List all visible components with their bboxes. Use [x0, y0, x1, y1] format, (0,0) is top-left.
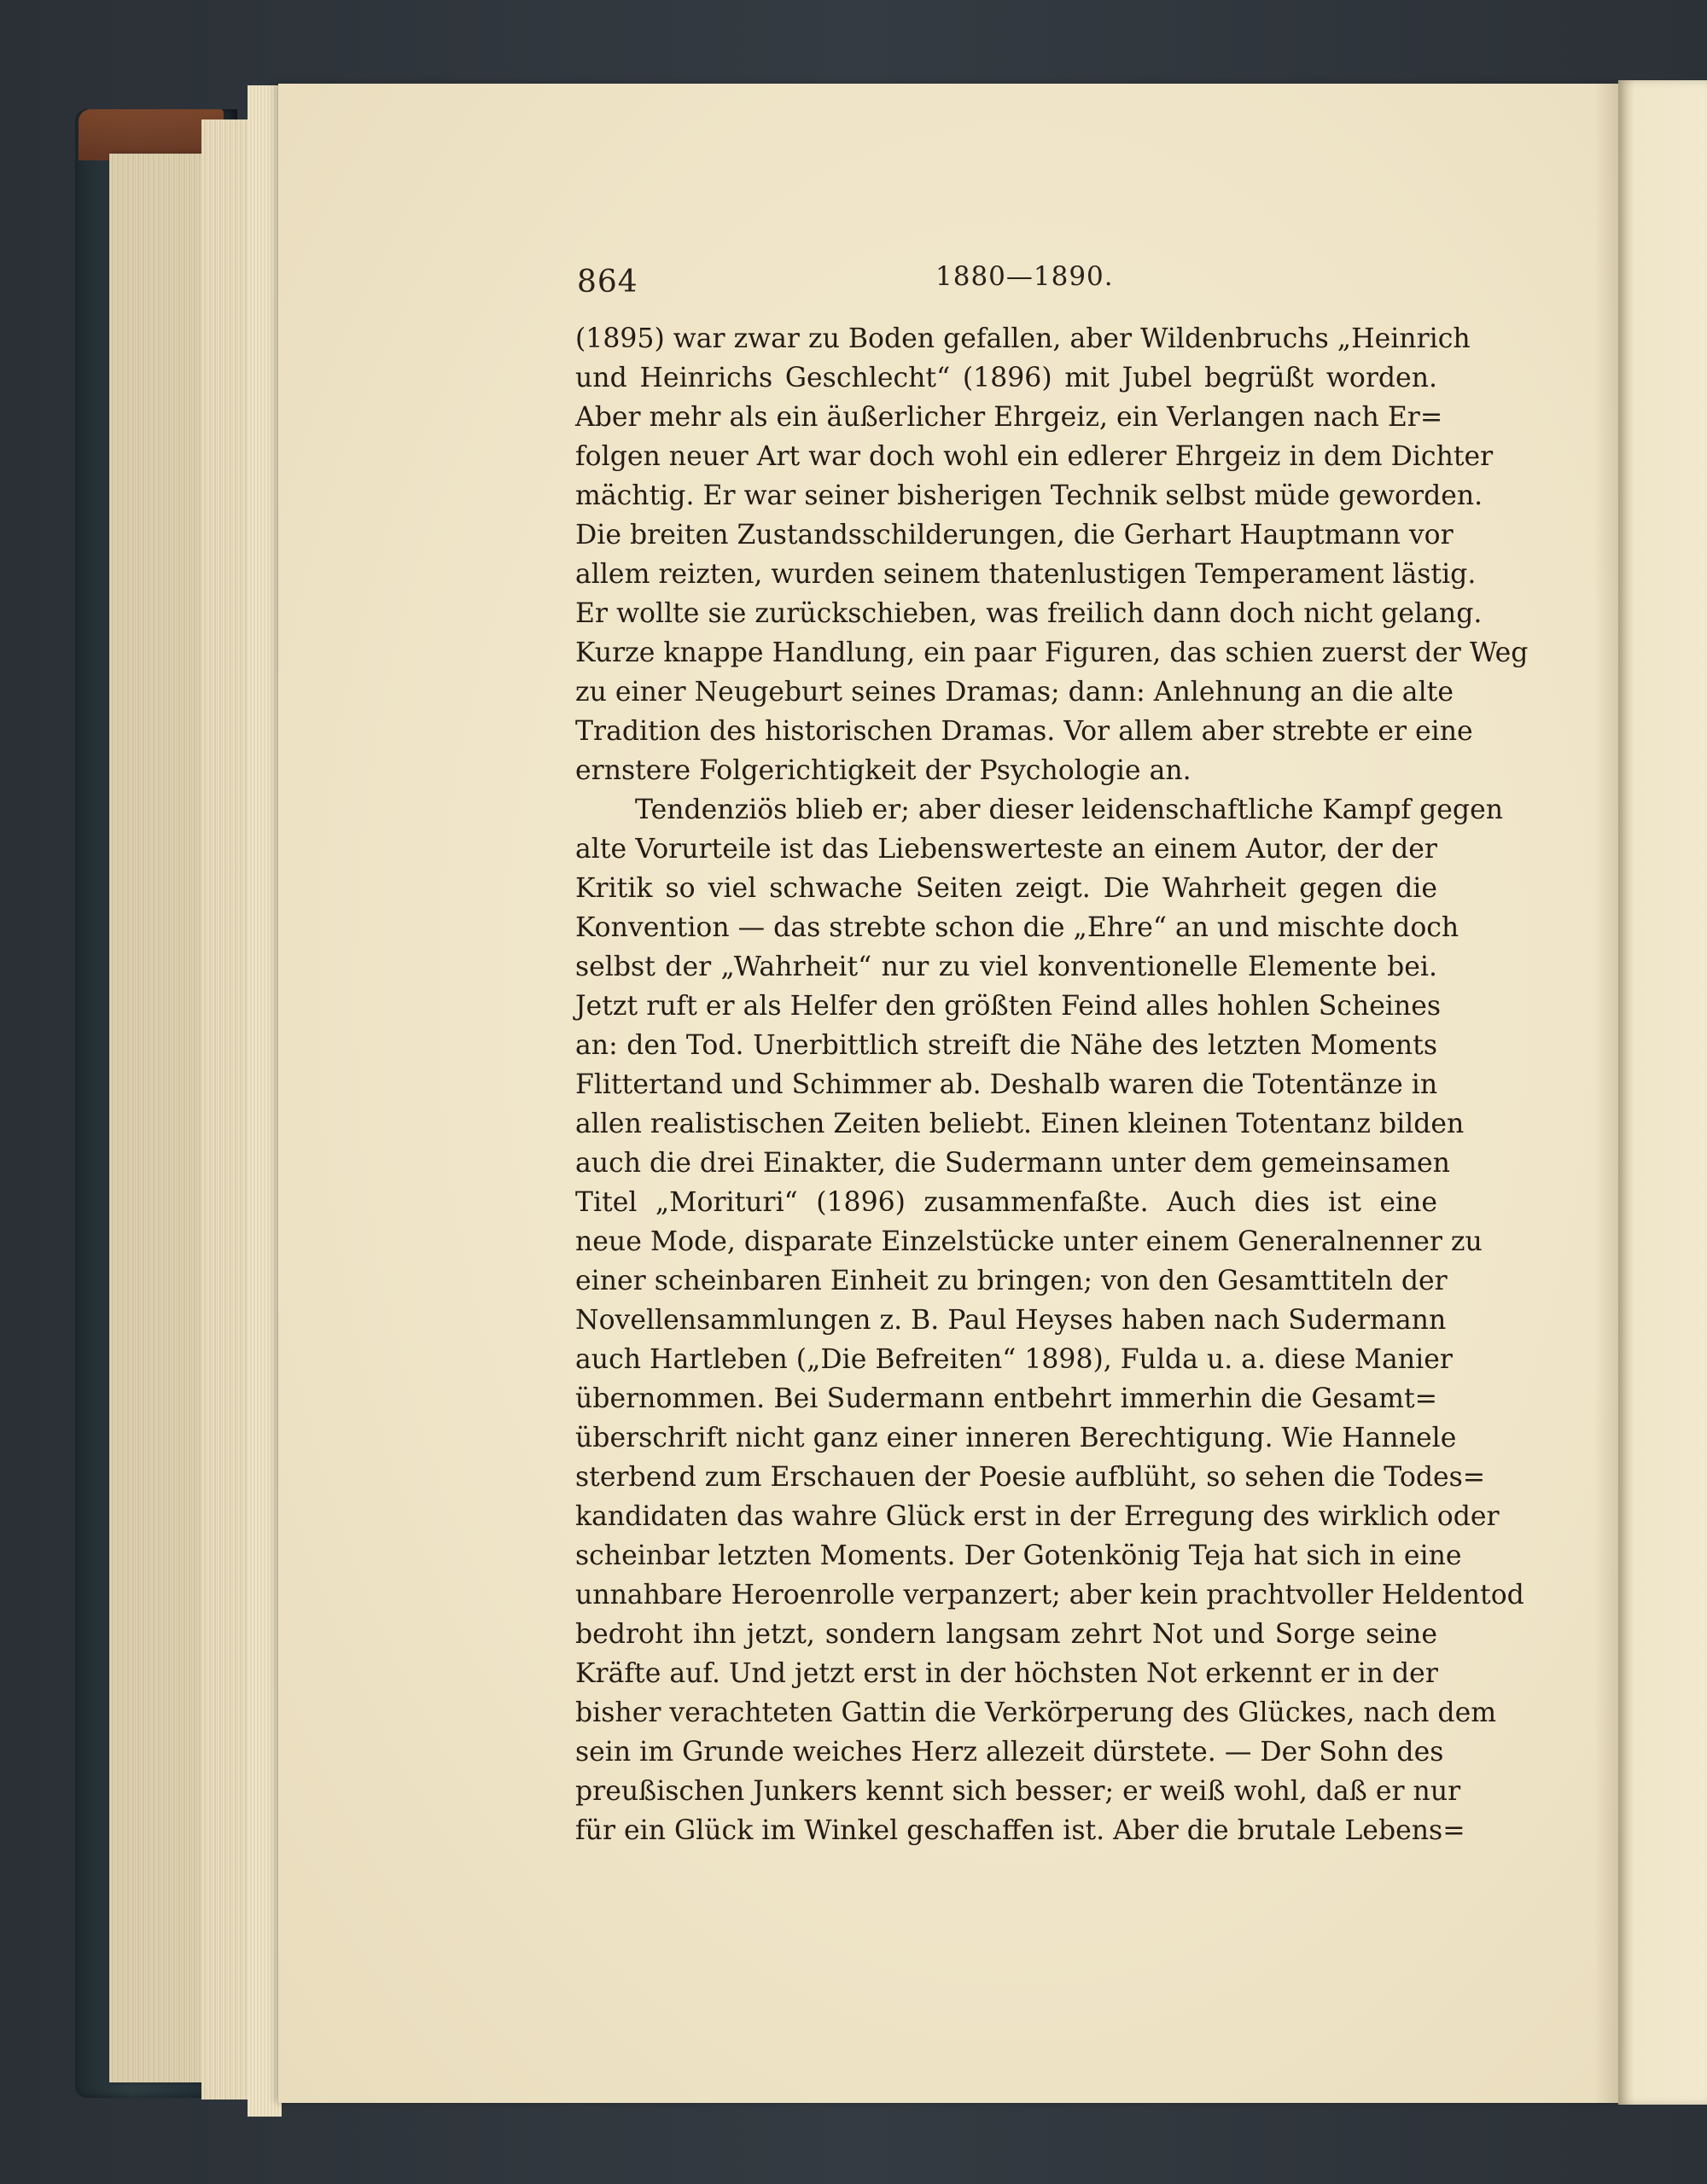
text-line: Jetzt ruft er als Helfer den größten Feind alles hohlen Scheines — [575, 991, 1442, 1022]
text-line: überschrift nicht ganz einer inneren Berechtigung. Wie Hannele — [575, 1423, 1457, 1453]
text-line: Konvention — das strebte schon die „Ehre“ an und mischte doch — [575, 912, 1459, 943]
text-line: mächtig. Er war seiner bisherigen Technik selbst müde geworden. — [575, 480, 1483, 511]
text-line: zu einer Neugeburt seines Dramas; dann: Anlehnung an die alte — [575, 677, 1454, 708]
page-number: 864 — [577, 265, 638, 300]
text-line: sterbend zum Erschauen der Poesie aufblüht, so sehen die Todes= — [575, 1462, 1486, 1493]
page-edges-left — [109, 154, 212, 2082]
text-line: Kritik so viel schwache Seiten zeigt. Die Wahrheit gegen die — [575, 873, 1437, 904]
text-line: an: den Tod. Unerbittlich streift die Nähe des letzten Moments — [575, 1030, 1437, 1061]
text-line: alte Vorurteile ist das Liebenswerteste an einem Autor, der der — [575, 834, 1437, 865]
text-line: bisher verachteten Gattin die Verkörperung des Glückes, nach dem — [575, 1698, 1497, 1728]
paragraph — [575, 319, 1529, 790]
text-line: auch die drei Einakter, die Sudermann unter dem gemeinsamen — [575, 1148, 1450, 1179]
text-line: einer scheinbaren Einheit zu bringen; von den Gesamttiteln der — [575, 1266, 1448, 1296]
text-line: ernstere Folgerichtigkeit der Psychologie an. — [575, 755, 1191, 786]
text-line: Die breiten Zustandsschilderungen, die Gerhart Hauptmann vor — [575, 520, 1454, 550]
text-line: Novellensammlungen z. B. Paul Heyses haben nach Sudermann — [575, 1305, 1447, 1336]
text-line: scheinbar letzten Moments. Der Gotenkönig Teja hat sich in eine — [575, 1540, 1462, 1571]
text-line: Kräfte auf. Und jetzt erst in der höchsten Not erkennt er in der — [575, 1658, 1438, 1689]
text-line: preußischen Junkers kennt sich besser; er weiß wohl, daß er nur — [575, 1776, 1461, 1807]
page-header — [577, 253, 1443, 304]
text-line: Aber mehr als ein äußerlicher Ehrgeiz, ein Verlangen nach Er= — [575, 402, 1443, 433]
text-line: neue Mode, disparate Einzelstücke unter einem Generalnenner zu — [575, 1226, 1483, 1257]
text-line: Tendenziös blieb er; aber dieser leidenschaftliche Kampf gegen — [635, 795, 1503, 825]
paragraph — [575, 790, 1524, 1850]
text-line: Kurze knappe Handlung, ein paar Figuren, das schien zuerst der Weg — [575, 638, 1529, 668]
text-line: Flittertand und Schimmer ab. Deshalb waren die Totentänze in — [575, 1069, 1438, 1100]
facing-page-edge — [1618, 80, 1707, 2105]
text-line: (1895) war zwar zu Boden gefallen, aber Wildenbruchs „Heinrich — [575, 323, 1471, 354]
gutter-shadow — [1594, 84, 1620, 2103]
text-line: Titel „Morituri“ (1896) zusammenfaßte. Auch dies ist eine — [575, 1187, 1437, 1218]
text-line: auch Hartleben („Die Befreiten“ 1898), Fulda u. a. diese Manier — [575, 1344, 1453, 1375]
text-line: Tradition des historischen Dramas. Vor allem aber strebte er eine — [575, 716, 1473, 747]
page-body-text — [575, 319, 1529, 1850]
text-line: allem reizten, wurden seinem thatenlustigen Temperament lästig. — [575, 559, 1477, 590]
text-line: für ein Glück im Winkel geschaffen ist. Aber die brutale Lebens= — [575, 1815, 1465, 1846]
text-line: allen realistischen Zeiten beliebt. Einen kleinen Totentanz bilden — [575, 1109, 1465, 1139]
text-line: und Heinrichs Geschlecht“ (1896) mit Jubel begrüßt worden. — [575, 363, 1437, 393]
text-line: unnahbare Heroenrolle verpanzert; aber kein prachtvoller Heldentod — [575, 1580, 1524, 1610]
text-line: Er wollte sie zurückschieben, was freilich dann doch nicht gelang. — [575, 598, 1483, 629]
text-line: kandidaten das wahre Glück erst in der Erregung des wirklich oder — [575, 1501, 1500, 1532]
text-line: bedroht ihn jetzt, sondern langsam zehrt Not und Sorge seine — [575, 1619, 1437, 1650]
text-line: folgen neuer Art war doch wohl ein edlerer Ehrgeiz in dem Dichter — [575, 441, 1494, 472]
text-line: sein im Grunde weiches Herz allezeit dürstete. — Der Sohn des — [575, 1737, 1444, 1768]
running-head: 1880—1890. — [935, 261, 1114, 292]
page-edges-inner — [248, 85, 282, 2117]
page-edges-middle — [201, 119, 253, 2100]
text-line: selbst der „Wahrheit“ nur zu viel konventionelle Elemente bei. — [575, 952, 1437, 982]
text-line: übernommen. Bei Sudermann entbehrt immerhin die Gesamt= — [575, 1383, 1437, 1414]
